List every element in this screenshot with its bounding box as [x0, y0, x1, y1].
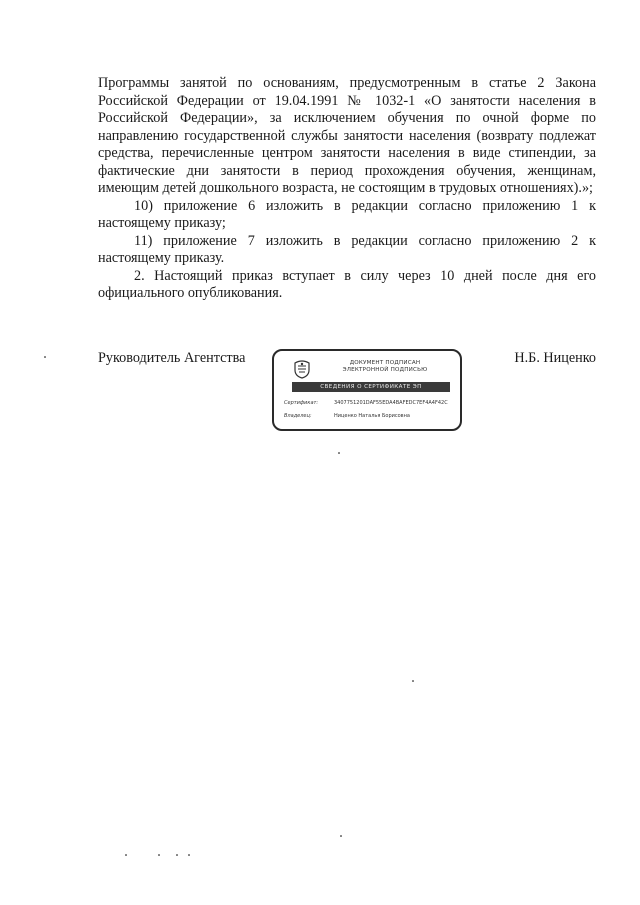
paragraph-item-10: 10) приложение 6 изложить в редакции согласно приложению 1 к настоящему приказу; [98, 197, 596, 231]
signer-title: Руководитель Агентства [98, 350, 246, 366]
stamp-heading-line1: ДОКУМЕНТ ПОДПИСАН [349, 360, 421, 366]
stamp-heading-line2: ЭЛЕКТРОННОЙ ПОДПИСЬЮ [342, 367, 428, 373]
stamp-certificate-row [284, 399, 452, 408]
scan-speck [44, 356, 46, 358]
signer-name: Н.Б. Ниценко [514, 350, 596, 366]
paragraph-effective-date: 2. Настоящий приказ вступает в силу через 10 дней после дня его официального опубликования. [98, 267, 596, 301]
scan-speck [412, 680, 414, 682]
document-body [98, 75, 596, 303]
scan-speck [125, 854, 127, 856]
paragraph-item-11: 11) приложение 7 изложить в редакции согласно приложению 2 к настоящему приказу. [98, 232, 596, 266]
owner-value: Ниценко Наталья Борисовна [334, 413, 410, 419]
scan-speck [188, 854, 190, 856]
scan-speck [158, 854, 160, 856]
stamp-heading [320, 360, 450, 374]
scan-speck [338, 452, 340, 454]
owner-label: Владелец: [284, 413, 312, 419]
electronic-signature-stamp [272, 349, 462, 431]
stamp-owner-row [284, 412, 452, 421]
scan-speck [340, 835, 342, 837]
certificate-value: 3407751201DAF55EDA4BAFEDC7EF4A4F42C [334, 400, 448, 406]
paragraph-continuation: Программы занятой по основаниям, предусмотренным в статье 2 Закона Российской Федерации от 19.04.1991 № 1032-1 «О занятости населения в Российской Федерации», за исключением обучения по очной форме по направлению государственной службы занятости населения (возврату подлежат средства, перечисленные центром занятости населения в виде стипендии, за фактические дни занятости в период прохождения обучения, женщинам, имеющим детей дошкольного возраста, не состоящим в трудовых отношениях).»; [98, 75, 596, 196]
scan-speck [176, 854, 178, 856]
coat-of-arms-icon [292, 359, 312, 379]
certificate-label: Сертификат: [284, 400, 319, 406]
stamp-certificate-band: СВЕДЕНИЯ О СЕРТИФИКАТЕ ЭП [292, 382, 450, 392]
